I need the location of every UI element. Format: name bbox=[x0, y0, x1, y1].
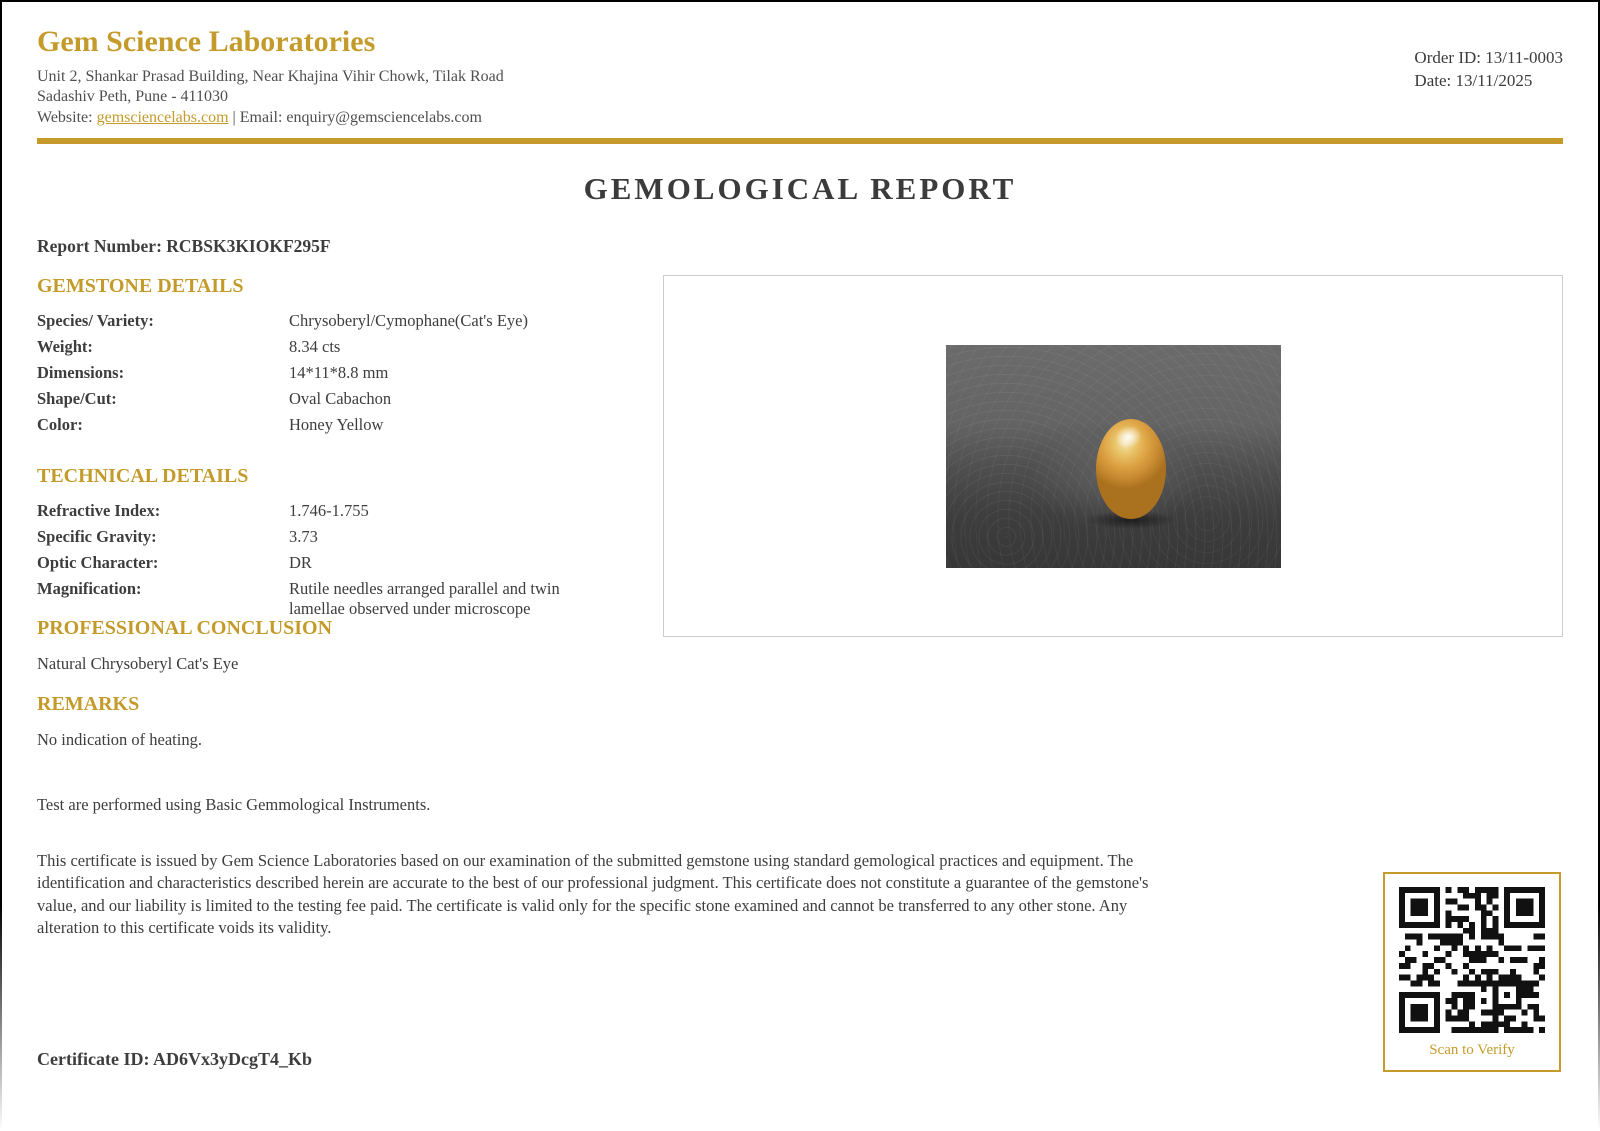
detail-value: Honey Yellow bbox=[289, 415, 384, 434]
instruments-note: Test are performed using Basic Gemmological Instruments. bbox=[37, 795, 431, 814]
detail-value: Oval Cabachon bbox=[289, 389, 392, 408]
detail-value: 14*11*8.8 mm bbox=[289, 363, 389, 382]
conclusion-text: Natural Chrysoberyl Cat's Eye bbox=[37, 654, 239, 673]
detail-row bbox=[37, 389, 575, 409]
detail-label: Dimensions: bbox=[37, 363, 125, 382]
certificate-id-label: Certificate ID: bbox=[37, 1049, 150, 1069]
contact-line bbox=[37, 108, 504, 128]
detail-label: Shape/Cut: bbox=[37, 389, 117, 408]
remarks-section bbox=[37, 693, 1563, 751]
technical-details-section bbox=[37, 465, 575, 619]
page-border-left bbox=[0, 0, 2, 1131]
order-id-label: Order ID: bbox=[1414, 48, 1481, 67]
detail-label: Magnification: bbox=[37, 579, 142, 598]
qr-verify-box bbox=[1383, 872, 1561, 1072]
contact-separator: | bbox=[232, 109, 236, 126]
detail-label: Species/ Variety: bbox=[37, 311, 154, 330]
page-title: GEMOLOGICAL REPORT bbox=[583, 171, 1017, 206]
date-label: Date: bbox=[1414, 71, 1452, 90]
date-value: 13/11/2025 bbox=[1455, 71, 1533, 90]
detail-label: Specific Gravity: bbox=[37, 527, 157, 546]
detail-row bbox=[37, 363, 575, 383]
detail-label: Refractive Index: bbox=[37, 501, 161, 520]
remarks-text: No indication of heating. bbox=[37, 730, 202, 749]
certificate-id-value: AD6Vx3yDcgT4_Kb bbox=[152, 1049, 312, 1069]
gemstone-details-section bbox=[37, 275, 575, 435]
order-id-line bbox=[1414, 46, 1563, 69]
gemstone-details-heading: GEMSTONE DETAILS bbox=[37, 275, 244, 297]
detail-label: Optic Character: bbox=[37, 553, 159, 572]
detail-value: Chrysoberyl/Cymophane(Cat's Eye) bbox=[289, 311, 528, 330]
details-column bbox=[37, 275, 575, 637]
content-row bbox=[37, 275, 1563, 637]
detail-value: 8.34 cts bbox=[289, 337, 341, 356]
lab-name: Gem Science Laboratories bbox=[37, 25, 376, 58]
address-line-2: Sadashiv Peth, Pune - 411030 bbox=[37, 88, 228, 105]
order-info bbox=[1414, 26, 1563, 128]
header bbox=[0, 0, 1600, 128]
detail-row bbox=[37, 415, 575, 435]
detail-label: Weight: bbox=[37, 337, 93, 356]
lab-info bbox=[37, 26, 504, 128]
gemstone-photo bbox=[946, 345, 1281, 568]
technical-details-heading: TECHNICAL DETAILS bbox=[37, 465, 249, 487]
date-line bbox=[1414, 69, 1563, 92]
detail-row bbox=[37, 553, 575, 573]
page-border-top bbox=[0, 0, 1600, 2]
qr-label: Scan to Verify bbox=[1429, 1042, 1515, 1058]
detail-row bbox=[37, 311, 575, 331]
qr-code bbox=[1399, 887, 1545, 1033]
order-id-value: 13/11-0003 bbox=[1485, 48, 1563, 67]
detail-row bbox=[37, 527, 575, 547]
disclaimer-text: This certificate is issued by Gem Science Laboratories based on our examination of the submitted gemstone using standard gemological practices and equipment. The identification and characteristics described herein are accurate to the best of our professional judgment. This certificate does not constitute a guarantee of the gemstone's value, and our liability is limited to the testing fee paid. The certificate is valid only for the specific stone examined and cannot be transferred to any other stone. Any alteration to this certificate voids its validity. bbox=[37, 851, 1149, 938]
gemstone-photo-frame bbox=[663, 275, 1563, 637]
detail-label: Color: bbox=[37, 415, 83, 434]
detail-value: 3.73 bbox=[289, 527, 318, 546]
gem-image bbox=[1096, 419, 1166, 519]
detail-row bbox=[37, 579, 575, 619]
report-number-line bbox=[37, 236, 1563, 257]
report-number-label: Report Number: bbox=[37, 236, 162, 256]
certificate-id-line bbox=[37, 1049, 312, 1070]
website-label: Website: bbox=[37, 109, 93, 126]
report-number-value: RCBSK3KIOKF295F bbox=[166, 236, 331, 256]
detail-value: DR bbox=[289, 553, 312, 572]
detail-row bbox=[37, 337, 575, 357]
email-text: Email: enquiry@gemsciencelabs.com bbox=[239, 109, 482, 126]
detail-value: 1.746-1.755 bbox=[289, 501, 369, 520]
address-line-1: Unit 2, Shankar Prasad Building, Near Khajina Vihir Chowk, Tilak Road bbox=[37, 68, 504, 85]
detail-row bbox=[37, 501, 575, 521]
conclusion-heading: PROFESSIONAL CONCLUSION bbox=[37, 617, 333, 639]
gold-divider bbox=[37, 138, 1563, 144]
remarks-heading: REMARKS bbox=[37, 693, 140, 715]
website-link[interactable]: gemsciencelabs.com bbox=[96, 109, 229, 126]
detail-value: Rutile needles arranged parallel and twin lamellae observed under microscope bbox=[289, 579, 560, 618]
